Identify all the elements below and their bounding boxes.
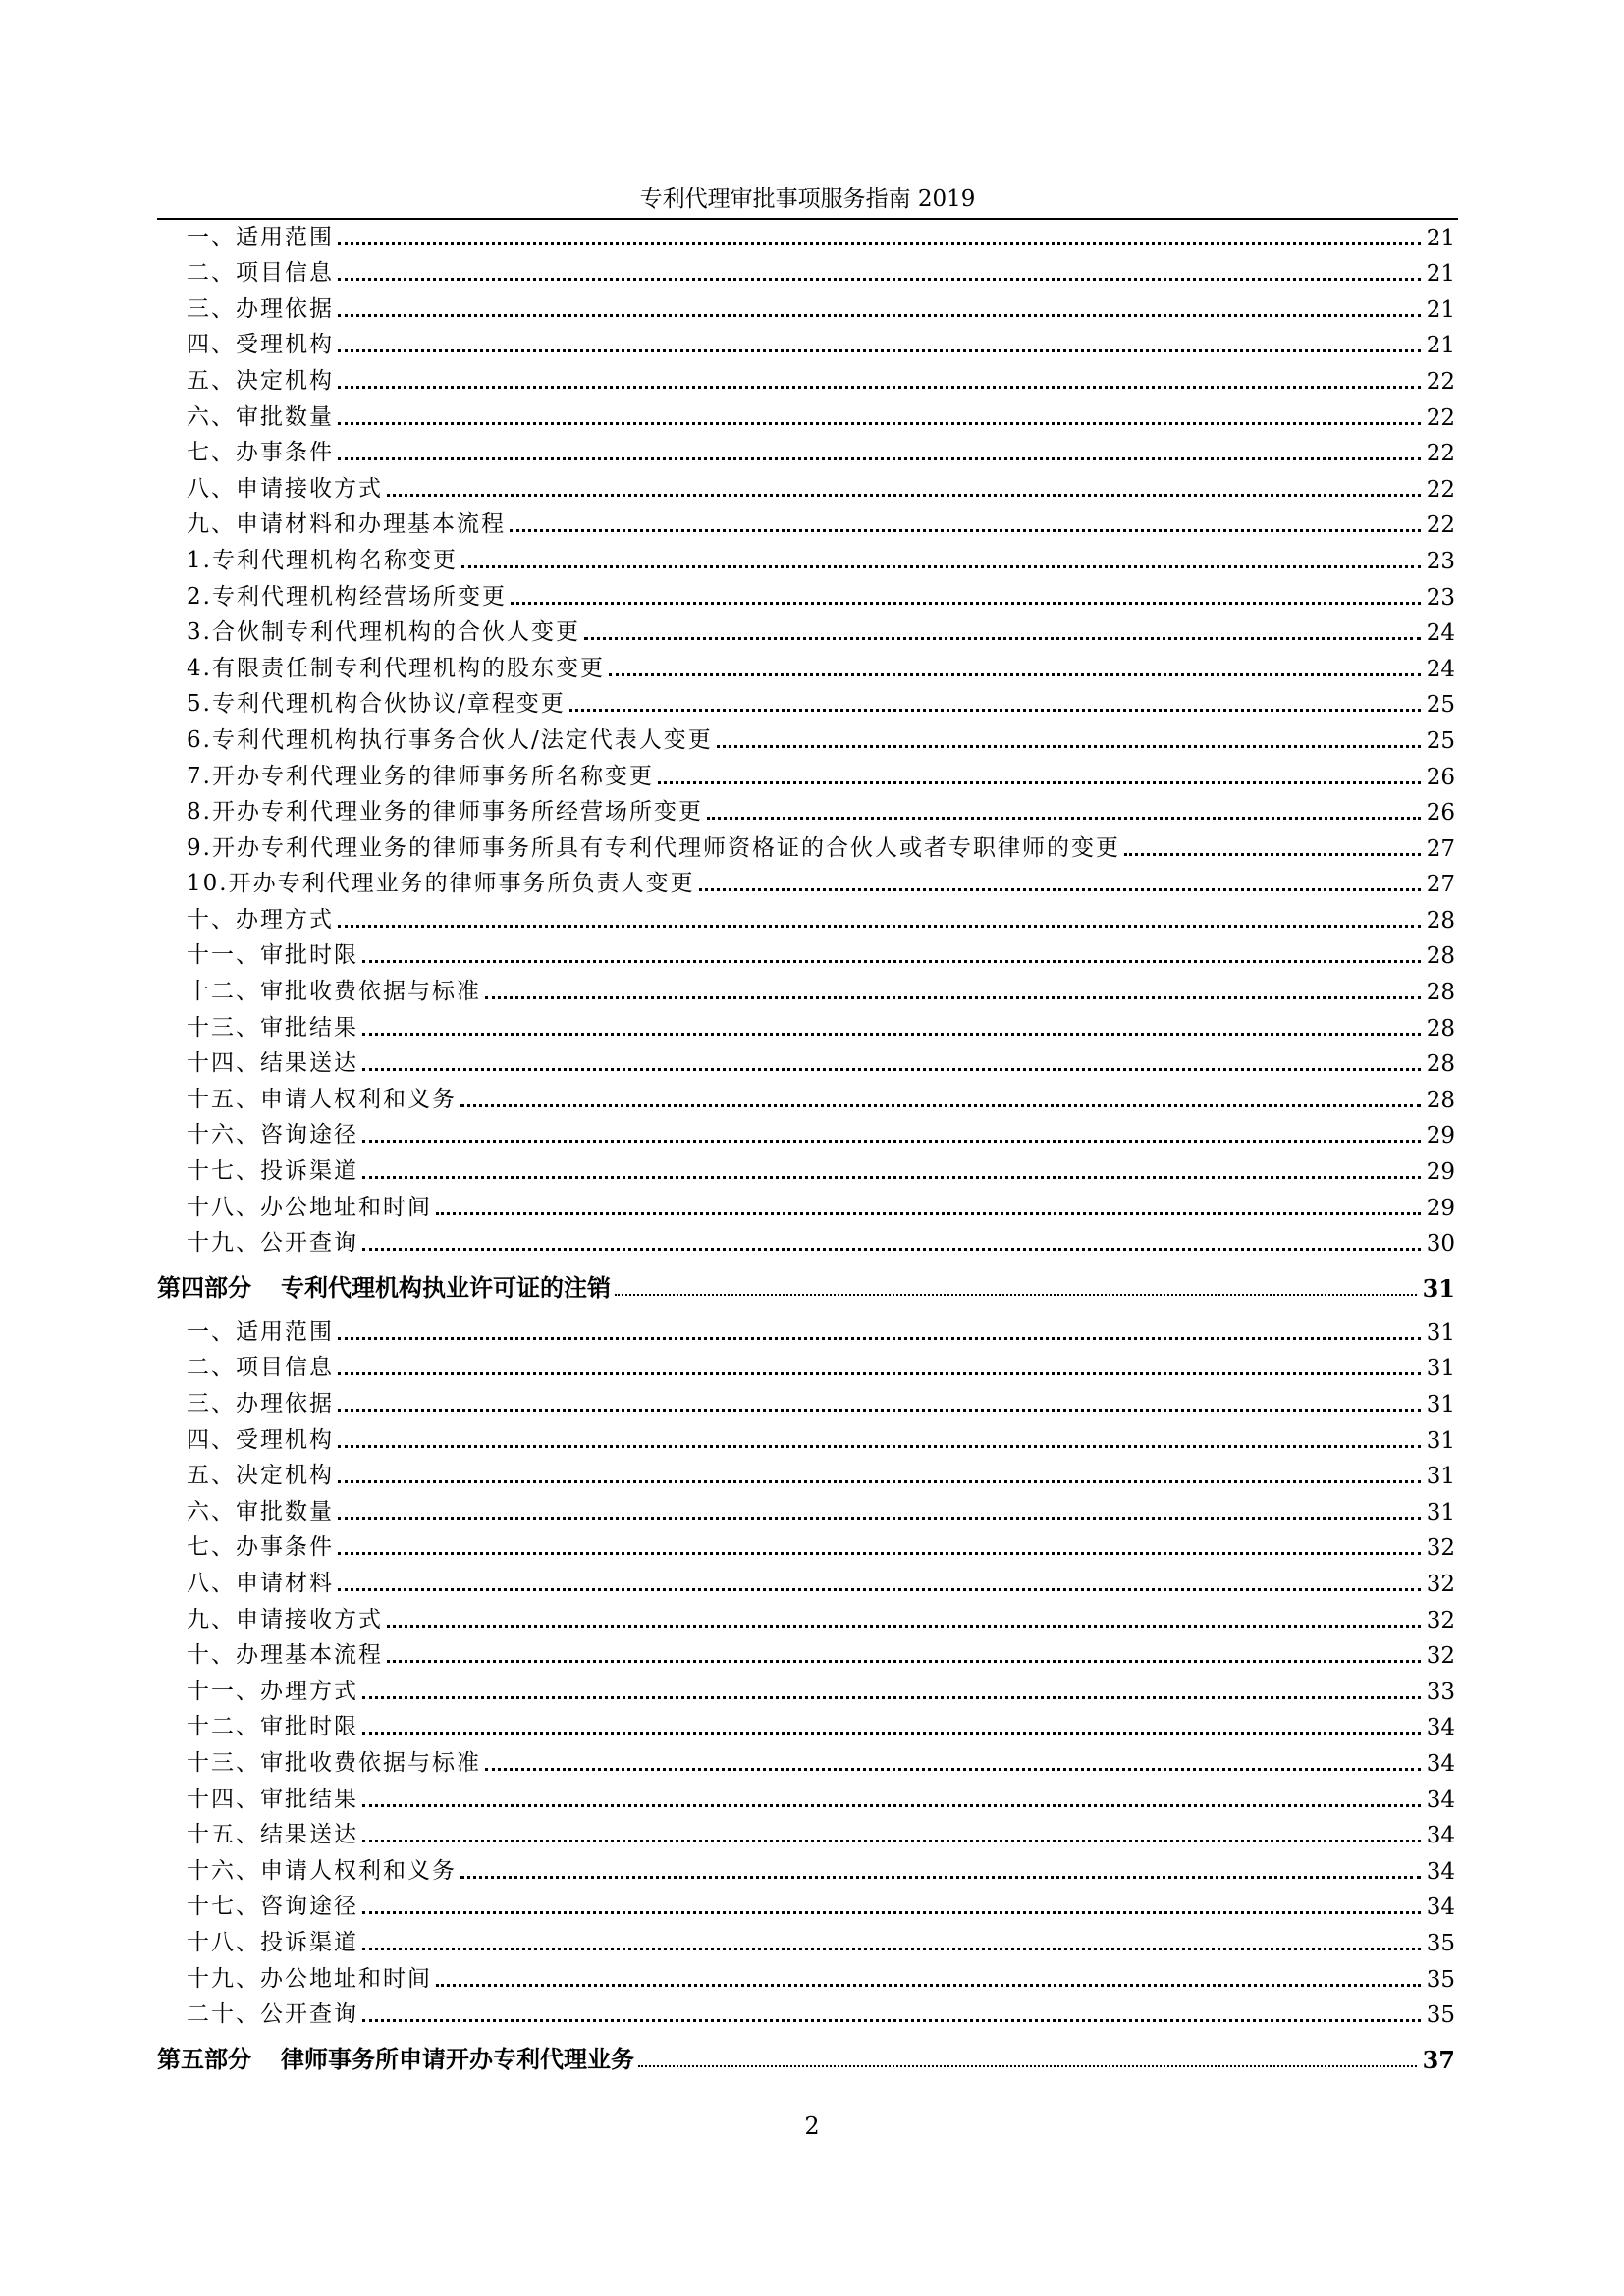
toc-dot-leader	[658, 781, 1421, 784]
toc-page-number: 28	[1426, 943, 1455, 970]
toc-page-number: 23	[1426, 548, 1455, 574]
toc-entry-label: 5.专利代理机构合伙协议/章程变更	[187, 691, 566, 718]
toc-part-entry[interactable]	[157, 1267, 1455, 1307]
toc-part-number: 第五部分	[157, 2045, 251, 2074]
toc-entry[interactable]	[157, 1817, 1455, 1853]
toc-page-number: 31	[1426, 1392, 1455, 1417]
toc-entry-label: 十四、结果送达	[187, 1050, 358, 1077]
toc-entry[interactable]	[157, 1225, 1455, 1261]
toc-page-number: 28	[1426, 980, 1455, 1006]
toc-dot-leader	[569, 709, 1421, 712]
toc-entry[interactable]	[157, 1960, 1455, 1997]
toc-page-number: 34	[1426, 1787, 1455, 1813]
toc-entry-label: 十四、审批结果	[187, 1786, 358, 1812]
toc-entry-label: 十六、申请人权利和义务	[187, 1857, 457, 1884]
toc-page-number: 31	[1426, 1427, 1455, 1454]
toc-dot-leader	[362, 1732, 1421, 1735]
toc-entry-label: 十二、审批收费依据与标准	[187, 979, 481, 1005]
toc-entry-label: 三、办理依据	[187, 1391, 334, 1416]
toc-entry[interactable]	[157, 794, 1455, 830]
toc-entry-label: 十七、投诉渠道	[187, 1158, 358, 1185]
toc-entry-label: 十一、审批时限	[187, 942, 358, 969]
toc-entry-label: 六、审批数量	[187, 403, 334, 430]
toc-page-number: 26	[1426, 800, 1455, 827]
toc-page-number: 33	[1426, 1679, 1455, 1705]
toc-dot-leader	[511, 602, 1421, 605]
toc-dot-leader	[338, 242, 1421, 245]
toc-entry-label: 4.有限责任制专利代理机构的股东变更	[187, 655, 605, 681]
toc-page-number: 30	[1426, 1231, 1455, 1257]
toc-entry[interactable]	[157, 650, 1455, 686]
toc-entry[interactable]	[157, 542, 1455, 578]
toc-dot-leader	[387, 1625, 1421, 1628]
toc-entry-label: 十八、办公地址和时间	[187, 1194, 432, 1220]
toc-entry-label: 十八、投诉渠道	[187, 1929, 358, 1955]
toc-dot-leader	[485, 996, 1421, 999]
toc-entry[interactable]	[157, 1997, 1455, 2033]
toc-entry-label: 二十、公开查询	[187, 2002, 358, 2028]
toc-page-number: 34	[1426, 1750, 1455, 1777]
toc-page-number: 35	[1426, 1930, 1455, 1956]
toc-page-number: 31	[1426, 1319, 1455, 1346]
toc-dot-leader	[362, 1033, 1421, 1036]
toc-entry[interactable]	[157, 1924, 1455, 1960]
toc-entry-label: 九、申请材料和办理基本流程	[187, 511, 506, 538]
toc-dot-leader	[338, 422, 1421, 425]
toc-page-number: 32	[1426, 1607, 1455, 1633]
toc-page-number: 24	[1426, 656, 1455, 682]
toc-dot-leader	[338, 1445, 1421, 1448]
toc-entry[interactable]	[157, 1117, 1455, 1153]
toc-entry-label: 十六、咨询途径	[187, 1122, 358, 1148]
toc-page-number: 21	[1426, 261, 1455, 288]
toc-dot-leader	[362, 1948, 1421, 1950]
toc-entry-label: 3.合伙制专利代理机构的合伙人变更	[187, 619, 580, 646]
toc-page-number: 32	[1426, 1571, 1455, 1597]
toc-entry[interactable]	[157, 291, 1455, 327]
toc-entry[interactable]	[157, 362, 1455, 399]
toc-page-number: 25	[1426, 692, 1455, 719]
toc-dot-leader	[707, 817, 1421, 820]
toc-dot-leader	[436, 1212, 1421, 1215]
toc-page-number: 31	[1426, 1464, 1455, 1490]
toc-entry-label: 十九、办公地址和时间	[187, 1965, 432, 1992]
toc-entry[interactable]	[157, 614, 1455, 651]
toc-entry-label: 十二、审批时限	[187, 1714, 358, 1740]
toc-dot-leader	[1124, 853, 1421, 856]
toc-page-number: 29	[1426, 1123, 1455, 1149]
toc-dot-leader	[338, 1409, 1421, 1412]
toc-dot-leader	[615, 1294, 1417, 1296]
toc-entry[interactable]	[157, 1565, 1455, 1601]
toc-entry[interactable]	[157, 507, 1455, 543]
toc-dot-leader	[338, 278, 1421, 281]
toc-dot-leader	[362, 1140, 1421, 1143]
toc-entry[interactable]	[157, 255, 1455, 292]
toc-entry[interactable]	[157, 1045, 1455, 1082]
toc-entry[interactable]	[157, 219, 1455, 255]
toc-dot-leader	[485, 1768, 1421, 1771]
toc-page-number: 29	[1426, 1159, 1455, 1186]
toc-dot-leader	[362, 1840, 1421, 1842]
toc-dot-leader	[699, 888, 1421, 891]
toc-entry-label	[157, 2040, 634, 2078]
toc-entry-label: 10.开办专利代理业务的律师事务所负责人变更	[187, 871, 695, 897]
toc-dot-leader	[584, 637, 1421, 640]
toc-entry-label: 八、申请接收方式	[187, 475, 383, 502]
toc-entry[interactable]	[157, 686, 1455, 722]
toc-dot-leader	[362, 1911, 1421, 1914]
toc-dot-leader	[338, 314, 1421, 317]
toc-entry[interactable]	[157, 327, 1455, 363]
toc-dot-leader	[461, 565, 1421, 568]
toc-page-number: 27	[1426, 872, 1455, 898]
toc-entry-label: 十五、申请人权利和义务	[187, 1086, 457, 1112]
toc-dot-leader	[362, 1248, 1421, 1251]
toc-page-number: 21	[1426, 296, 1455, 323]
toc-entry-label: 六、审批数量	[187, 1498, 334, 1524]
toc-page-number: 25	[1426, 727, 1455, 754]
toc-entry-label: 二、项目信息	[187, 1355, 334, 1381]
toc-entry[interactable]	[157, 1709, 1455, 1745]
toc-entry[interactable]	[157, 1889, 1455, 1925]
toc-page-number: 24	[1426, 620, 1455, 647]
toc-entry[interactable]	[157, 1152, 1455, 1189]
toc-entry[interactable]	[157, 1313, 1455, 1350]
toc-entry-label: 7.开办专利代理业务的律师事务所名称变更	[187, 763, 654, 789]
toc-dot-leader	[338, 1372, 1421, 1375]
toc-entry-label: 2.专利代理机构经营场所变更	[187, 583, 507, 610]
toc-entry-label	[157, 1268, 611, 1307]
toc-page-number: 28	[1426, 907, 1455, 934]
toc-entry[interactable]	[157, 1189, 1455, 1225]
toc-entry-label: 十七、咨询途径	[187, 1894, 358, 1920]
toc-entry-label: 三、办理依据	[187, 295, 334, 322]
toc-entry-label: 四、受理机构	[187, 332, 334, 358]
toc-dot-leader	[338, 1517, 1421, 1520]
toc-entry-label: 五、决定机构	[187, 367, 334, 394]
toc-entry[interactable]	[157, 721, 1455, 758]
toc-page-number: 31	[1426, 1356, 1455, 1382]
page-number: 2	[804, 2112, 820, 2140]
page-header: 专利代理审批事项服务指南 2019	[639, 187, 976, 212]
toc-entry[interactable]	[157, 470, 1455, 507]
toc-entry-label: 七、办事条件	[187, 1534, 334, 1561]
toc-entry[interactable]	[157, 973, 1455, 1009]
toc-dot-leader	[362, 2019, 1421, 2022]
toc-page-number: 29	[1426, 1195, 1455, 1221]
toc-entry-label: 一、适用范围	[187, 1318, 334, 1345]
toc-dot-leader	[362, 1696, 1421, 1699]
toc-part-number: 第四部分	[157, 1273, 251, 1303]
toc-page-number: 28	[1426, 1087, 1455, 1113]
toc-entry-label: 十三、审批收费依据与标准	[187, 1749, 481, 1776]
toc-page-number: 37	[1422, 2046, 1455, 2075]
toc-dot-leader	[362, 1176, 1421, 1179]
toc-entry-label: 一、适用范围	[187, 224, 334, 250]
toc-dot-leader	[338, 925, 1421, 928]
toc-dot-leader	[436, 1984, 1421, 1987]
toc-entry-label: 十九、公开查询	[187, 1230, 358, 1256]
toc-page-number: 34	[1426, 1715, 1455, 1741]
toc-dot-leader	[460, 1104, 1421, 1107]
toc-page-number: 22	[1426, 476, 1455, 503]
toc-entry-label: 十五、结果送达	[187, 1822, 358, 1848]
toc-page-number: 32	[1426, 1535, 1455, 1562]
toc-entry-label: 1.专利代理机构名称变更	[187, 547, 458, 573]
toc-page-number: 34	[1426, 1858, 1455, 1885]
toc-entry[interactable]	[157, 1781, 1455, 1817]
toc-dot-leader	[387, 1660, 1421, 1663]
toc-entry[interactable]	[157, 1493, 1455, 1529]
toc-page-number: 23	[1426, 584, 1455, 611]
toc-dot-leader	[338, 386, 1421, 389]
toc-entry[interactable]	[157, 937, 1455, 974]
toc-dot-leader	[338, 1337, 1421, 1340]
toc-page-number: 21	[1426, 225, 1455, 251]
table-of-contents	[157, 219, 1455, 2085]
toc-entry-label: 四、受理机构	[187, 1426, 334, 1453]
toc-entry-label: 七、办事条件	[187, 440, 334, 466]
toc-entry-label: 十、办理方式	[187, 906, 334, 933]
toc-entry-label: 十三、审批结果	[187, 1014, 358, 1041]
toc-entry[interactable]	[157, 866, 1455, 902]
toc-page-number: 21	[1426, 333, 1455, 359]
toc-dot-leader	[717, 745, 1421, 748]
toc-entry-label: 十、办理基本流程	[187, 1642, 383, 1669]
toc-page-number: 31	[1426, 1499, 1455, 1525]
toc-entry[interactable]	[157, 1744, 1455, 1781]
toc-entry[interactable]	[157, 1350, 1455, 1386]
toc-dot-leader	[338, 1552, 1421, 1555]
toc-entry[interactable]	[157, 1081, 1455, 1117]
toc-page-number: 31	[1422, 1274, 1455, 1304]
toc-page-number: 26	[1426, 764, 1455, 790]
toc-entry-label: 二、项目信息	[187, 260, 334, 287]
toc-dot-leader	[362, 1068, 1421, 1071]
toc-entry[interactable]	[157, 1673, 1455, 1709]
toc-dot-leader	[362, 1804, 1421, 1807]
toc-entry[interactable]	[157, 1637, 1455, 1674]
toc-entry[interactable]	[157, 1529, 1455, 1566]
toc-page-number: 28	[1426, 1051, 1455, 1078]
toc-dot-leader	[338, 457, 1421, 460]
toc-dot-leader	[338, 349, 1421, 352]
toc-dot-leader	[510, 529, 1421, 532]
toc-entry[interactable]	[157, 901, 1455, 937]
toc-dot-leader	[638, 2065, 1417, 2067]
toc-page-number: 35	[1426, 2002, 1455, 2029]
toc-entry[interactable]	[157, 435, 1455, 471]
toc-page-number: 34	[1426, 1895, 1455, 1921]
toc-part-title: 律师事务所申请开办专利代理业务	[281, 2045, 634, 2074]
toc-page-number: 35	[1426, 1966, 1455, 1993]
toc-entry[interactable]	[157, 829, 1455, 866]
toc-page-number: 32	[1426, 1643, 1455, 1670]
toc-page-number: 34	[1426, 1823, 1455, 1849]
toc-entry-label: 九、申请接收方式	[187, 1606, 383, 1632]
toc-entry[interactable]	[157, 1385, 1455, 1421]
toc-page-number: 22	[1426, 368, 1455, 395]
toc-page-number: 28	[1426, 1015, 1455, 1041]
toc-entry[interactable]	[157, 1601, 1455, 1637]
toc-entry-label: 9.开办专利代理业务的律师事务所具有专利代理师资格证的合伙人或者专职律师的变更	[187, 834, 1120, 861]
toc-dot-leader	[338, 1480, 1421, 1483]
toc-entry-label: 八、申请材料	[187, 1570, 334, 1596]
toc-entry[interactable]	[157, 1852, 1455, 1889]
toc-entry[interactable]	[157, 758, 1455, 794]
toc-dot-leader	[609, 673, 1421, 676]
toc-page-number: 27	[1426, 835, 1455, 862]
toc-entry[interactable]	[157, 1458, 1455, 1494]
toc-entry[interactable]	[157, 1421, 1455, 1458]
toc-page-number: 22	[1426, 404, 1455, 431]
toc-part-title: 专利代理机构执业许可证的注销	[281, 1273, 611, 1303]
toc-page-number: 22	[1426, 441, 1455, 467]
toc-entry[interactable]	[157, 578, 1455, 614]
toc-dot-leader	[338, 1588, 1421, 1591]
toc-entry[interactable]	[157, 399, 1455, 435]
toc-dot-leader	[387, 494, 1421, 497]
toc-dot-leader	[460, 1876, 1421, 1879]
toc-page-number: 22	[1426, 512, 1455, 539]
toc-entry-label: 8.开办专利代理业务的律师事务所经营场所变更	[187, 799, 703, 826]
toc-part-entry[interactable]	[157, 2039, 1455, 2078]
toc-dot-leader	[362, 960, 1421, 963]
toc-entry-label: 五、决定机构	[187, 1463, 334, 1489]
toc-entry-label: 十一、办理方式	[187, 1678, 358, 1704]
toc-entry[interactable]	[157, 1009, 1455, 1045]
toc-entry-label: 6.专利代理机构执行事务合伙人/法定代表人变更	[187, 726, 713, 753]
